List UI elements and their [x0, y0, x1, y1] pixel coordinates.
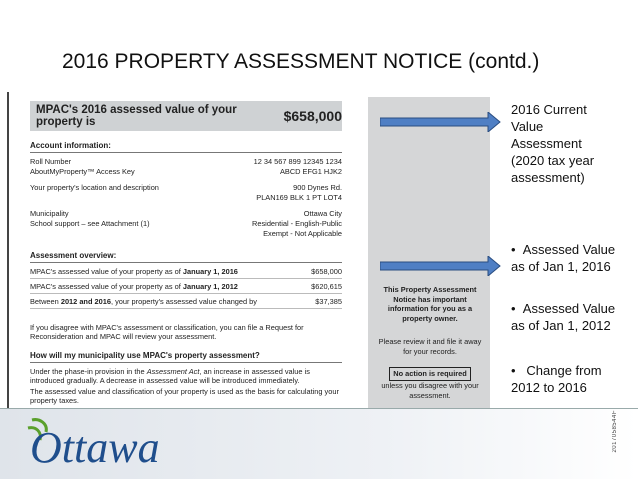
- account-row: Exempt - Not Applicable: [263, 229, 342, 238]
- phase-in-text: Under the phase-in provision in the Assessment Act, an increase in assessed value is introduced gradually. A decrease in assessed value will be introduced immediately.: [30, 367, 310, 385]
- arrow-right-icon: [380, 112, 502, 132]
- bullet-icon: •: [511, 242, 516, 257]
- current-value-annotation: 2016 Current Value Assessment (2020 tax year assessment): [511, 102, 595, 185]
- bullet-item: • Assessed Value as of Jan 1, 2016: [511, 242, 616, 274]
- account-row: School support – see Attachment (1) Residential - English-Public: [30, 219, 342, 228]
- overview-row: MPAC's assessed value of your property as of January 1, 2016 $658,000: [30, 267, 342, 279]
- account-row: AboutMyProperty™ Access Key ABCD EFG1 HJK2: [30, 167, 342, 176]
- bullet-item: • Assessed Value as of Jan 1, 2012: [511, 301, 616, 333]
- left-divider: [7, 92, 9, 410]
- notice-header: [30, 101, 342, 131]
- arrow-right-icon: [380, 256, 502, 276]
- account-row: PLAN169 BLK 1 PT LOT4: [256, 193, 342, 202]
- bullet-icon: •: [511, 363, 516, 378]
- footer-divider: [0, 408, 638, 409]
- account-row: Municipality Ottawa City: [30, 209, 342, 218]
- account-info-heading: Account information:: [30, 141, 342, 153]
- overview-row: Between 2012 and 2016, your property's assessed value changed by $37,385: [30, 297, 342, 309]
- notice-header-text: MPAC's 2016 assessed value of your property is: [36, 104, 237, 128]
- municipality-heading: How will my municipality use MPAC's property assessment?: [30, 351, 342, 363]
- no-action-block: [376, 367, 484, 381]
- notice-header-amount: $658,000: [283, 108, 342, 124]
- ottawa-logo: [26, 414, 196, 470]
- overview-row: MPAC's assessed value of your property as of January 1, 2012 $620,615: [30, 282, 342, 294]
- bullet-icon: •: [511, 301, 516, 316]
- logo-text: Ottawa: [30, 423, 160, 470]
- review-text: Please review it and file it away for your records.: [378, 337, 482, 356]
- bullet-item: • Change from 2012 to 2016: [511, 363, 602, 395]
- account-row: Your property's location and description 900 Dynes Rd.: [30, 183, 342, 192]
- slide-title: 2016 PROPERTY ASSESSMENT NOTICE (contd.): [62, 50, 540, 73]
- disagree-text: If you disagree with MPAC's assessment or classification, you can file a Request for Reconsideration and MPAC will review your assessment.: [30, 323, 304, 341]
- tax-basis-text: The assessed value and classification of your property is used as the basis for calculating your property taxes.: [30, 387, 339, 405]
- assessment-overview-heading: Assessment overview:: [30, 251, 342, 263]
- vertical-code: 2017058544F: [612, 410, 618, 453]
- no-action-badge: No action is required: [389, 367, 471, 381]
- unless-text: unless you disagree with your assessment.: [381, 381, 479, 400]
- important-info-text: This Property Assessment Notice has important information for you as a property owner.: [383, 285, 477, 323]
- account-row: Roll Number 12 34 567 899 12345 1234: [30, 157, 342, 166]
